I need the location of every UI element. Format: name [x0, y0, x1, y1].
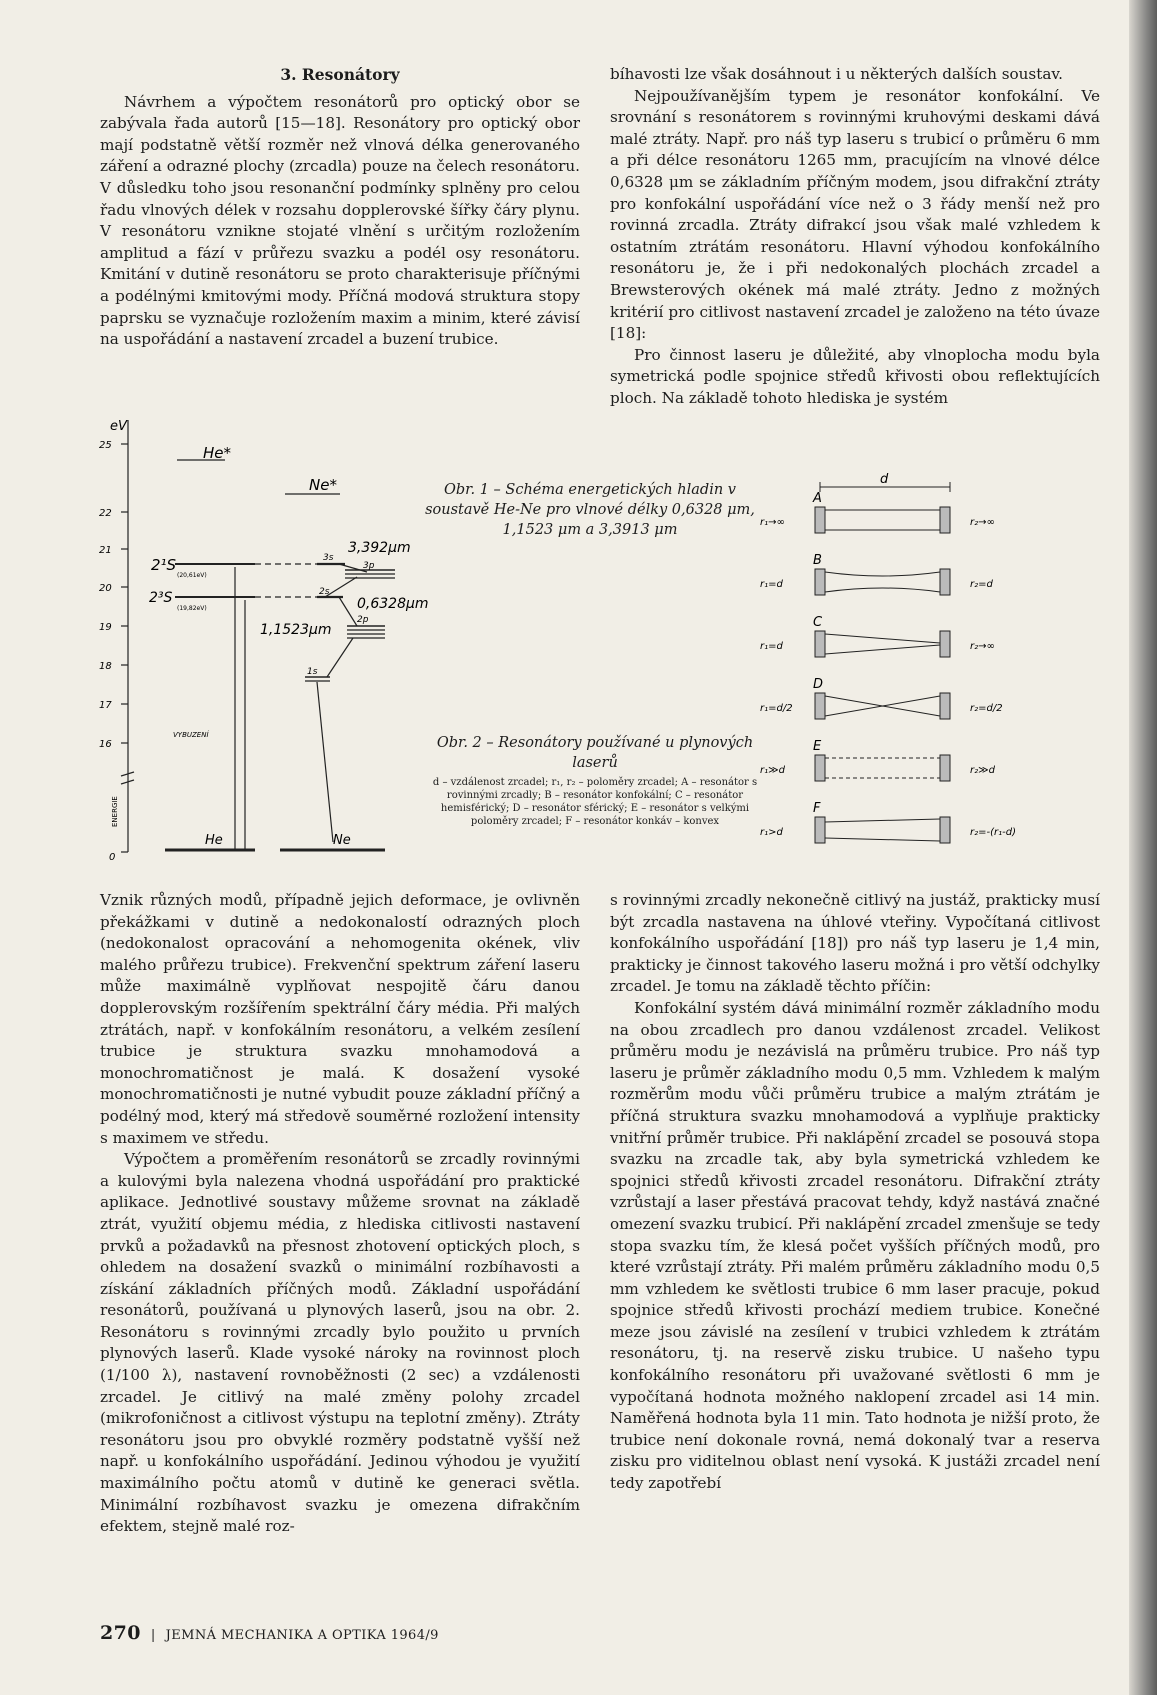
energy-level-diagram: [95, 412, 435, 860]
mirror-radius-r1: r₁>d: [760, 827, 783, 838]
mirror-radius-r2: r₂→∞: [970, 641, 995, 652]
tick-16: 16: [99, 739, 112, 750]
mirror-left: [815, 693, 825, 719]
mirror-left: [815, 817, 825, 843]
ne-1s-label: 1s: [307, 667, 318, 677]
left-column-bottom: [100, 890, 580, 1538]
he-21s-label: 2¹S: [151, 556, 177, 574]
tick-18: 18: [99, 661, 112, 672]
tick-25: 25: [99, 440, 112, 451]
ne-excited-label: Ne*: [309, 476, 337, 494]
mirror-left: [815, 631, 825, 657]
ne-2p-label: 2p: [357, 615, 369, 625]
he-23s-label: 2³S: [149, 590, 173, 606]
he-21s-energy: (20,61eV): [177, 572, 207, 579]
paragraph-confocal-system: Konfokální systém dává minimální rozměr základního modu na obou zrcadlech pro danou vzdálenost zrcadel. Velikost průměru modu je nezávislá na průměru trubice. Pro náš typ laseru je průměr základního modu 0,5 mm. Vzhledem k malým rozměrům modu vůči průměru trubice a malým ztrátám je příčná struktura svazku mnohamodová a vyplňuje prakticky vnitřní průměr trubice. Při naklápění zrcadel se posouvá stopa svazku na zrcadle tak, aby byla symetrická vzhledem ke spojnici středů křivosti zrcadel resonátoru. Difrakční ztráty vzrůstají a laser přestává pracovat tehdy, když nastává značné omezení svazku trubicí. Při naklápění zrcadel zmenšuje se tedy stopa svazku tím, že klesá počet vyšších příčných modů, pro které vzrůstají ztráty. Při malém průměru základního modu 0,5 mm vzhledem ke světlosti trubice 6 mm laser pracuje, pokud spojnice středů křivosti prochází mediem trubice. Konečné meze jsou závislé na zesílení v trubici vzhledem k ztrátám resonátoru, tj. na reservě zisku trubice. U našeho typu konfokálního resonátoru při uvažované světlosti 6 mm je vypočítaná hodnota možného naklopení zrcadel asi 14 min. Naměřená hodnota byla 11 min. Tato hodnota je nižší proto, že trubice není dokonale rovná, nemá dokonalý tvar a reserva zisku pro viditelnou oblast není vysoká. K justáži zrcadel není tedy zapotřebí: [610, 998, 1100, 1493]
page-number: 270: [100, 1622, 141, 1644]
tick-19: 19: [99, 622, 112, 633]
beam-envelope-top: [825, 634, 940, 643]
beam-envelope-top: [825, 819, 940, 822]
wavelength-06328: 0,6328μm: [357, 596, 429, 612]
mirror-right: [940, 507, 950, 533]
axis-title: ENERGIE: [111, 796, 119, 827]
wavelength-3392: 3,392μm: [348, 540, 411, 556]
page-edge-shadow: [1129, 0, 1157, 1695]
mirror-radius-r1: r₁≫d: [760, 765, 785, 776]
mirror-radius-r2: r₂≫d: [970, 765, 995, 776]
beam-envelope-bottom: [825, 645, 940, 654]
he-23s-energy: (19,82eV): [177, 605, 207, 612]
mirror-radius-r1: r₁=d/2: [760, 703, 793, 714]
paragraph-calculation: Výpočtem a proměřením resonátorů se zrcadly rovinnými a kulovými byla nalezena vhodná uspořádání pro praktické aplikace. Jednotlivé soustavy můžeme srovnat na základě ztrát, využití objemu média, z hlediska citlivosti nastavení prvků a požadavků na přesnost zhotovení optických ploch, s ohledem na dosažení svazků o minimální rozbíhavosti a získání základních příčných modů. Základní uspořádání resonátorů, používaná u plynových laserů, jsou na obr. 2. Resonátoru s rovinnými zrcadly bylo použito u prvních plynových laserů. Klade vysoké nároky na rovinnost ploch (1/100 λ), nastavení rovnoběžnosti (2 sec) a vzdálenosti zrcadel. Je citlivý na malé změny polohy zrcadel (mikrofoničnost a citlivost výstupu na teplotní změny). Ztráty resonátoru jsou pro obvyklé rozměry podstatně vyšší než např. u konfokálního uspořádání. Jedinou výhodou je využití maximálního počtu atomů v dutině ke generaci světla. Minimální rozbíhavost svazku je omezena difrakčním efektem, stejně malé roz-: [100, 1150, 580, 1536]
journal-name: JEMNÁ MECHANIKA A OPTIKA 1964/9: [165, 1628, 439, 1643]
figure2-caption: [430, 733, 760, 828]
page-footer: [100, 1622, 439, 1644]
ne-ground-label: Ne: [333, 833, 351, 848]
mirror-right: [940, 755, 950, 781]
footer-separator: |: [150, 1628, 156, 1643]
resonator-letter: E: [813, 739, 822, 754]
left-column-top: [100, 64, 580, 351]
ne-3s-label: 3s: [323, 553, 334, 563]
tick-22: 22: [99, 508, 112, 519]
paragraph-confocal: Nejpoužívanějším typem je resonátor konfokální. Ve srovnání s resonátorem s rovinnými kruhovými deskami dává malé ztráty. Např. pro náš typ laseru s trubicí o průměru 6 mm a při délce resonátoru 1265 mm, pracujícím na vlnové délce 0,6328 μm se základním příčným modem, jsou difrakční ztráty pro konfokální uspořádání více než o 3 řády menší než pro rovinná zrcadla. Ztráty difrakcí jsou však malé vzhledem k ostatním ztrátám resonátoru. Hlavní výhodou konfokálního resonátoru je, že i při nedokonalých plochách zrcadel a Brewsterových okének má malé ztráty. Jedno z možných kritérií pro citlivost nastavení zrcadel je založeno na této úvaze [18]:: [610, 86, 1100, 343]
figure1-caption: Obr. 1 – Schéma energetických hladin v soustavě He-Ne pro vlnové délky 0,6328 μm, 1,1523 μm a 3,3913 μm: [425, 482, 755, 538]
mirror-left: [815, 507, 825, 533]
wavelength-11523: 1,1523μm: [260, 622, 332, 638]
he-ground-label: He: [205, 833, 223, 848]
beam-envelope-bottom: [825, 706, 940, 716]
mirror-radius-r2: r₂=-(r₁-d): [970, 827, 1016, 838]
mirror-radius-r1: r₁=d: [760, 641, 783, 652]
resonator-letter: D: [813, 677, 824, 692]
figure2-legend: d – vzdálenost zrcadel; r₁, r₂ – poloměry zrcadel; A – resonátor s rovinnými zrcadly; B – resonátor konfokální; C – resonátor hemisférický; D – resonátor sférický; E – resonátor s velkými poloměry zrcadel; F – resonátor konkáv – konvex: [432, 777, 758, 827]
tick-0: 0: [109, 852, 116, 860]
pump-label: VYBUZENÍ: [173, 731, 209, 739]
mirror-radius-r2: r₂→∞: [970, 517, 995, 528]
distance-label: d: [880, 472, 889, 487]
resonator-letter: C: [813, 615, 823, 630]
ne-3p-label: 3p: [363, 561, 375, 571]
mirror-right: [940, 569, 950, 595]
paragraph-modes: Vznik různých modů, případně jejich deformace, je ovlivněn překážkami v dutině a nedokonalostí odrazných ploch (nedokonalost opracování a nehomogenita okének, vliv malého průřezu trubice). Frekvenční spektrum záření laseru může maximálně vyplňovat nespojitě čáru danou dopplerovským rozšířením spektrální čáry média. Při malých ztrátách, např. v konfokálním resonátoru, a velkém zesílení trubice je struktura svazku mnohamodová a monochromatičnost je malá. K dosažení vysoké monochromatičnosti je nutné vybudit pouze základní příčný a podélný mod, který má středově souměrné rozložení intensity s maximem ve středu.: [100, 891, 580, 1147]
he-excited-label: He*: [203, 444, 232, 462]
paragraph-intro: Návrhem a výpočtem resonátorů pro optický obor se zabývala řada autorů [15—18]. Resonátory pro optický obor mají podstatně větší rozměr než vlnová délka generovaného záření a odrazné plochy (zrcadla) pouze na čelech resonátoru. V důsledku toho jsou resonanční podmínky splněny pro celou řadu vlnových délek v rozsahu dopplerovské šířky čáry plynu. V resonátoru vznikne stojaté vlnění s určitým rozložením amplitud a fází v průřezu svazku a podél osy resonátoru. Kmitání v dutině resonátoru se proto charakterisuje příčnými a podélnými kmitovými mody. Příčná modová struktura stopy paprsku se vyznačuje rozložením maxim a minim, které závisí na uspořádání a nastavení zrcadel a buzení trubice.: [100, 92, 580, 349]
right-column-top: [610, 64, 1100, 410]
resonator-letter: A: [813, 491, 822, 506]
mirror-left: [815, 569, 825, 595]
axis-unit: eV: [110, 419, 127, 434]
resonator-diagram: [760, 472, 1115, 852]
mirror-right: [940, 631, 950, 657]
mirror-radius-r2: r₂=d: [970, 579, 993, 590]
figure2-title: Obr. 2 – Resonátory používané u plynových laserů: [436, 735, 754, 771]
tick-20: 20: [99, 583, 112, 594]
tick-21: 21: [99, 545, 112, 556]
right-column-bottom: [610, 890, 1100, 1495]
section-heading: 3. Resonátory: [280, 65, 400, 84]
ne-2s-label: 2s: [319, 587, 330, 597]
mirror-radius-r2: r₂=d/2: [970, 703, 1003, 714]
mirror-right: [940, 693, 950, 719]
tick-17: 17: [99, 700, 112, 711]
resonator-letter: F: [813, 801, 821, 816]
mirror-radius-r1: r₁→∞: [760, 517, 785, 528]
paragraph-continuation: bíhavosti lze však dosáhnout i u některých dalších soustav.: [610, 65, 1063, 83]
paragraph-wavefront: Pro činnost laseru je důležité, aby vlnoplocha modu byla symetrická podle spojnice středů křivosti obou reflektujících ploch. Na základě tohoto hlediska je systém: [610, 345, 1100, 407]
resonator-letter: B: [813, 553, 822, 568]
beam-envelope-bottom: [825, 588, 940, 592]
beam-envelope-top: [825, 572, 940, 576]
paragraph-sensitivity: s rovinnými zrcadly nekonečně citlivý na justáž, prakticky musí být zrcadla nastavena na úhlové vteřiny. Vypočítaná citlivost konfokálního uspořádání [18]) pro náš typ laseru je 1,4 min, prakticky je činnost takového laseru možná i pro větší odchylky zrcadel. Je tomu na základě těchto příčin:: [610, 891, 1100, 996]
mirror-left: [815, 755, 825, 781]
beam-envelope-top: [825, 696, 940, 706]
mirror-right: [940, 817, 950, 843]
mirror-radius-r1: r₁=d: [760, 579, 783, 590]
beam-envelope-bottom: [825, 838, 940, 841]
